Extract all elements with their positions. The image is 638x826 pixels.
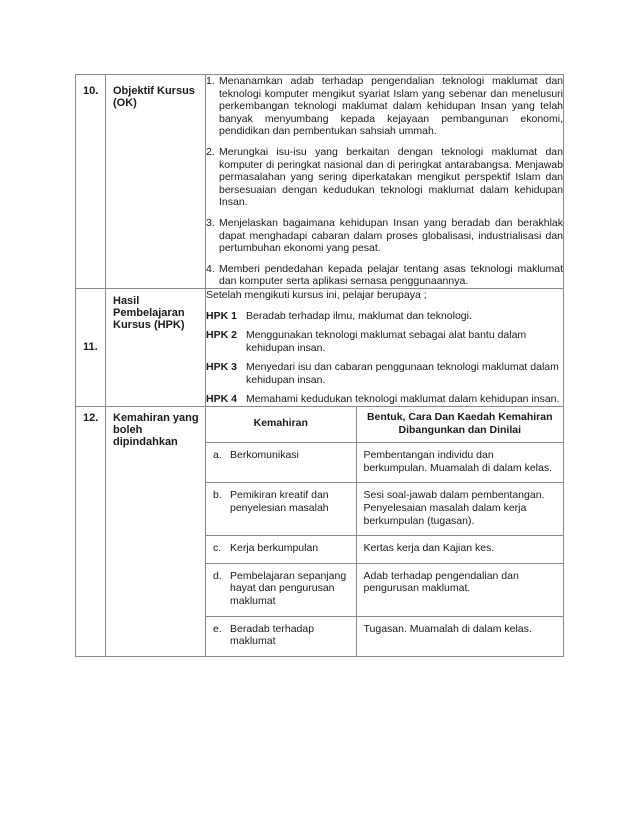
- skill-cell: [206, 483, 356, 536]
- row-number-cell: [76, 288, 106, 406]
- hpk-code: HPK 1: [206, 309, 237, 322]
- objective-number: 1.: [206, 75, 215, 87]
- row-label-cell: [106, 288, 206, 406]
- course-table: [75, 74, 564, 657]
- row-label-cell: [106, 75, 206, 289]
- skill-letter: a.: [213, 449, 222, 462]
- hpk-text: Menyedari isu dan cabaran penggunaan teknologi maklumat dalam kehidupan insan.: [246, 361, 559, 386]
- objective-number: 4.: [206, 262, 215, 275]
- hpk-intro: Setelah mengikuti kursus ini, pelajar berupaya ;: [206, 288, 427, 301]
- skills-header-row: [206, 407, 563, 443]
- row-number-cell: [76, 407, 106, 657]
- row-number-cell: [76, 75, 106, 289]
- hpk-text: Memahami kedudukan teknologi maklumat dalam kehidupan insan.: [246, 393, 560, 406]
- row-number: 11.: [83, 341, 98, 354]
- skill-row: [206, 536, 563, 564]
- method-cell: Adab terhadap pengendalian dan pengurusan maklumat.: [356, 563, 563, 616]
- objective-item: [206, 217, 563, 255]
- skill-cell: [206, 443, 356, 483]
- method-cell: Tugasan. Muamalah di dalam kelas.: [356, 616, 563, 656]
- skill-letter: b.: [213, 489, 222, 502]
- hpk-code: HPK 4: [206, 393, 237, 406]
- hpk-code: HPK 3: [206, 361, 237, 374]
- objective-text: Memberi pendedahan kepada pelajar tentang asas teknologi maklumat dan komputer serta aplikasi semasa penggunaannya.: [219, 262, 563, 288]
- skill-letter: e.: [213, 622, 222, 635]
- objective-text: Menjelaskan bagaimana kehidupan Insan yang beradab dan berakhlak dapat menghadapi cabaran dalam proses globalisasi, industrialisasi dan pertumbuhan ekonomi yang pesat.: [219, 216, 563, 255]
- hpk-text: Beradab terhadap ilmu, maklumat dan teknologi.: [246, 309, 472, 322]
- method-cell: Kertas kerja dan Kajian kes.: [356, 536, 563, 564]
- skill-text: Beradab terhadap maklumat: [230, 622, 315, 648]
- skill-text: Kerja berkumpulan: [230, 542, 319, 555]
- hpk-item: [206, 329, 563, 354]
- hpk-item: [206, 361, 563, 386]
- method-cell: Sesi soal-jawab dalam pembentangan. Penyelesaian masalah dalam kerja berkumpulan (tugasan).: [356, 483, 563, 536]
- objectives-cell: [206, 75, 564, 289]
- skill-letter: c.: [213, 542, 222, 555]
- skill-text: Berkomunikasi: [230, 449, 299, 462]
- skill-cell: [206, 616, 356, 656]
- hpk-cell: [206, 288, 564, 406]
- skills-cell: [206, 407, 564, 657]
- skills-table: [206, 407, 563, 656]
- row-label-cell: [106, 407, 206, 657]
- objective-text: Merungkai isu-isu yang berkaitan dengan teknologi maklumat dan komputer di peringkat nasional dan di peringkat antarabangsa. Menjawab permasalahan yang sering diperkatakan mengikut perspektif Islam dan bersesuaian dengan kedudukan teknologi maklumat dalam kehidupan Insan.: [219, 145, 563, 209]
- row-objektif-kursus: [76, 75, 564, 289]
- row-label: Objektif Kursus (OK): [113, 85, 195, 109]
- hpk-item: [206, 393, 563, 406]
- skill-cell: [206, 536, 356, 564]
- hpk-code: HPK 2: [206, 329, 237, 342]
- objective-number: 3.: [206, 216, 215, 229]
- hpk-text: Menggunakan teknologi maklumat sebagai alat bantu dalam kehidupan insan.: [246, 329, 527, 354]
- method-cell: Pembentangan individu dan berkumpulan. Muamalah di dalam kelas.: [356, 443, 563, 483]
- skill-row: [206, 616, 563, 656]
- row-hasil-pembelajaran: [76, 288, 564, 406]
- row-kemahiran: [76, 407, 564, 657]
- row-label: Kemahiran yang boleh dipindahkan: [113, 412, 199, 449]
- col-header-method: Bentuk, Cara Dan Kaedah Kemahiran Dibangunkan dan Dinilai: [356, 407, 563, 443]
- objective-number: 2.: [206, 145, 215, 158]
- skill-text: Pembelajaran sepanjang hayat dan pengurusan maklumat: [230, 569, 347, 607]
- skill-cell: [206, 563, 356, 616]
- skill-row: [206, 483, 563, 536]
- row-number: 12.: [83, 412, 99, 425]
- course-document: [75, 74, 564, 657]
- row-number: 10.: [83, 85, 99, 97]
- skill-text: Pemikiran kreatif dan penyelesian masalah: [230, 489, 329, 515]
- col-header-skill: Kemahiran: [206, 407, 356, 443]
- skill-row: [206, 443, 563, 483]
- objective-item: [206, 146, 563, 209]
- objective-text: Menanamkan adab terhadap pengendalian teknologi maklumat dan teknologi komputer mengikut syariat Islam yang sebenar dan menelusuri perkembangan teknologi maklumat dalam kehidupan Insan yang telah banyak menyumbang kepada kejayaan pembangunan ekonomi, pendidikan dan pembentukan sahsiah ummah.: [219, 75, 563, 138]
- objective-item: [206, 263, 563, 288]
- skill-row: [206, 563, 563, 616]
- skill-letter: d.: [213, 569, 222, 582]
- row-label: Hasil Pembelajaran Kursus (HPK): [113, 294, 185, 331]
- hpk-item: [206, 310, 563, 323]
- objective-item: [206, 75, 563, 138]
